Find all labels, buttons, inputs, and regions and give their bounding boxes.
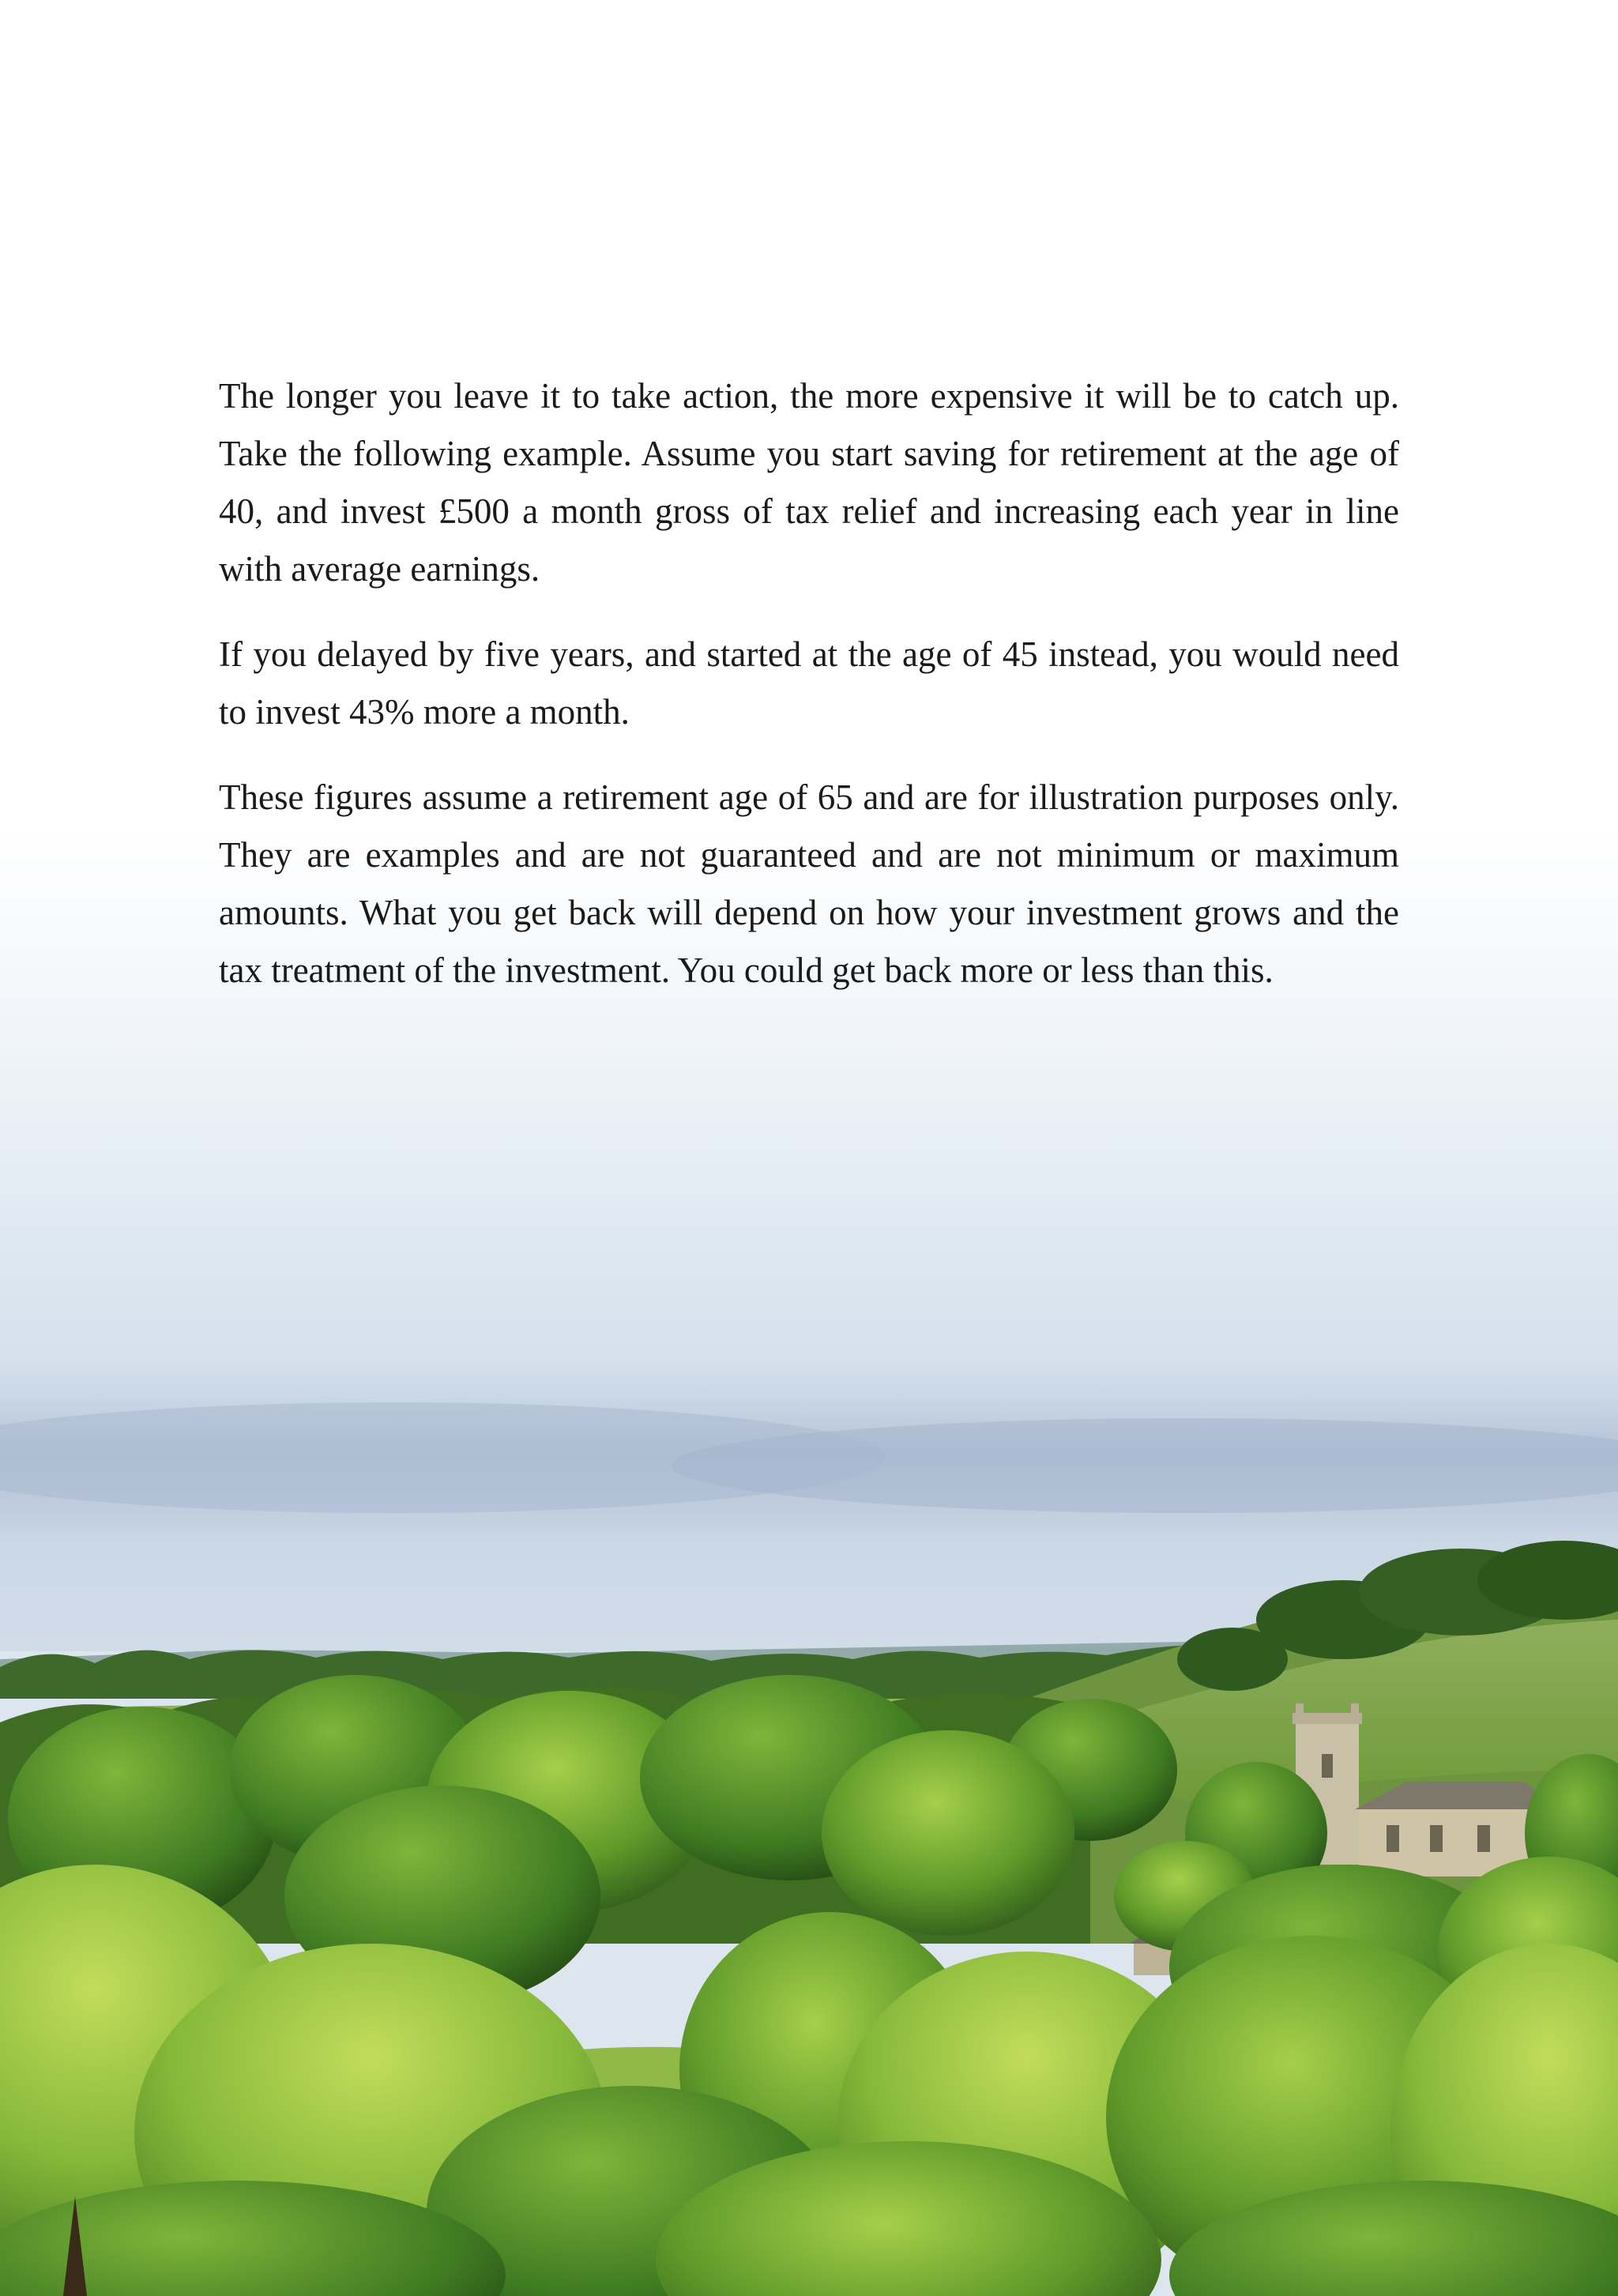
paragraph-3: These figures assume a retirement age of 65 and are for illustration purposes only. They are examples and are not guaranteed and are not minimum or maximum amounts. What you get back will depend on how your investment grows and the tax treatment of the investment. You could get back more or less than this.	[219, 777, 1399, 990]
body-text	[219, 367, 1399, 1027]
paragraph-1: The longer you leave it to take action, the more expensive it will be to catch up. Take the following example. Assume you start saving for retirement at the age of 40, and invest £500 a month gross of tax relief and increasing each year in line with average earnings.	[219, 376, 1399, 589]
paragraph-2: If you delayed by five years, and started at the age of 45 instead, you would need to invest 43% more a month.	[219, 634, 1399, 732]
countryside-landscape-photo	[0, 1327, 1618, 2296]
